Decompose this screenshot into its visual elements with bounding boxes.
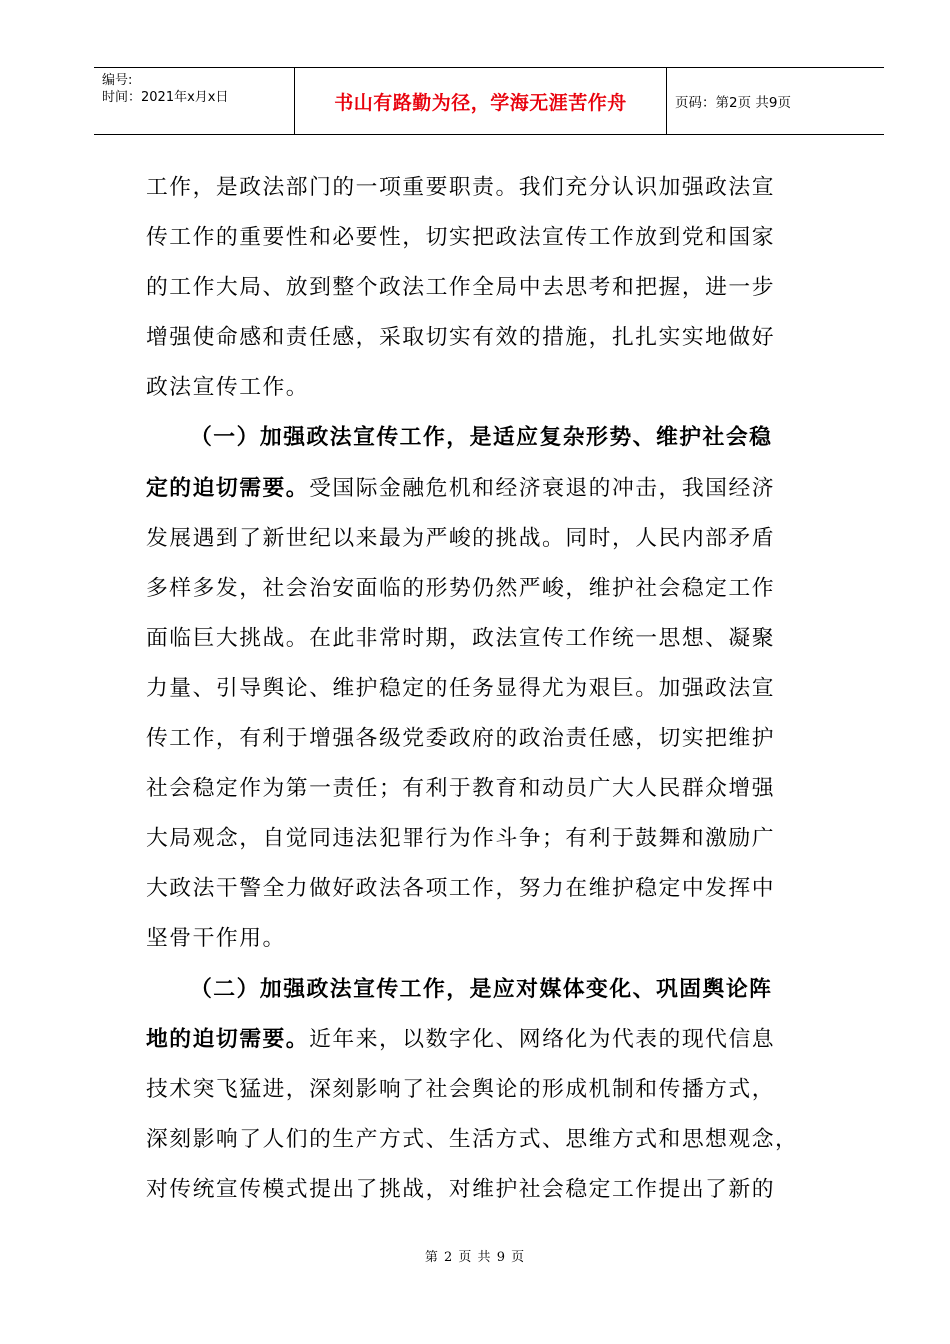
section1-heading-end: 定的迫切需要。 bbox=[146, 475, 310, 501]
section1-heading: （一）加强政法宣传工作，是适应复杂形势、维护社会稳 bbox=[190, 425, 773, 451]
document-body bbox=[146, 163, 836, 1215]
section1-line: 坚骨干作用。 bbox=[146, 926, 286, 952]
header-page-code: 页码：第2页 共9页 bbox=[675, 95, 791, 111]
section1-line: 面临巨大挑战。在此非常时期，政法宣传工作统一思想、凝聚 bbox=[146, 625, 776, 651]
section2-line: 对传统宣传模式提出了挑战，对维护社会稳定工作提出了新的 bbox=[146, 1176, 776, 1202]
section1-line: 力量、引导舆论、维护稳定的任务显得尤为艰巨。加强政法宣 bbox=[146, 675, 776, 701]
header-meta-cell bbox=[94, 68, 295, 134]
section1-line: 传工作，有利于增强各级党委政府的政治责任感，切实把维护 bbox=[146, 726, 776, 752]
body-line: 的工作大局、放到整个政法工作全局中去思考和把握，进一步 bbox=[146, 275, 776, 301]
page-footer: 第 2 页 共 9 页 bbox=[424, 1250, 526, 1265]
section1-line: 大局观念，自觉同违法犯罪行为作斗争；有利于鼓舞和激励广 bbox=[146, 826, 776, 852]
section1-line: 大政法干警全力做好政法各项工作，努力在维护稳定中发挥中 bbox=[146, 876, 776, 902]
section1-line: 发展遇到了新世纪以来最为严峻的挑战。同时，人民内部矛盾 bbox=[146, 525, 776, 551]
section1-line: 多样多发，社会治安面临的形势仍然严峻，维护社会稳定工作 bbox=[146, 575, 776, 601]
body-line: 工作，是政法部门的一项重要职责。我们充分认识加强政法宣 bbox=[146, 175, 776, 200]
body-line: 传工作的重要性和必要性，切实把政法宣传工作放到党和国家 bbox=[146, 225, 776, 251]
section2-text: 近年来，以数字化、网络化为代表的现代信息 bbox=[309, 1026, 776, 1052]
section2-line bbox=[146, 1015, 836, 1065]
document-header bbox=[94, 67, 884, 135]
section1-line bbox=[146, 464, 836, 514]
body-line: 增强使命感和责任感，采取切实有效的措施，扎扎实实地做好 bbox=[146, 325, 776, 351]
section2-line: 技术突飞猛进，深刻影响了社会舆论的形成机制和传播方式， bbox=[146, 1076, 776, 1102]
section1-line: 社会稳定作为第一责任；有利于教育和动员广大人民群众增强 bbox=[146, 776, 776, 802]
header-id-label: 编号: bbox=[102, 73, 133, 88]
header-motto: 书山有路勤为径，学海无涯苦作舟 bbox=[295, 68, 667, 134]
section1-text: 受国际金融危机和经济衰退的冲击，我国经济 bbox=[309, 475, 776, 501]
section2-heading-end: 地的迫切需要。 bbox=[146, 1026, 310, 1052]
body-line: 政法宣传工作。 bbox=[146, 375, 310, 401]
header-time-label: 时间：2021年x月x日 bbox=[102, 90, 229, 105]
section2-heading: （二）加强政法宣传工作，是应对媒体变化、巩固舆论阵 bbox=[190, 976, 773, 1002]
section2-line: 深刻影响了人们的生产方式、生活方式、思维方式和思想观念， bbox=[146, 1126, 799, 1152]
